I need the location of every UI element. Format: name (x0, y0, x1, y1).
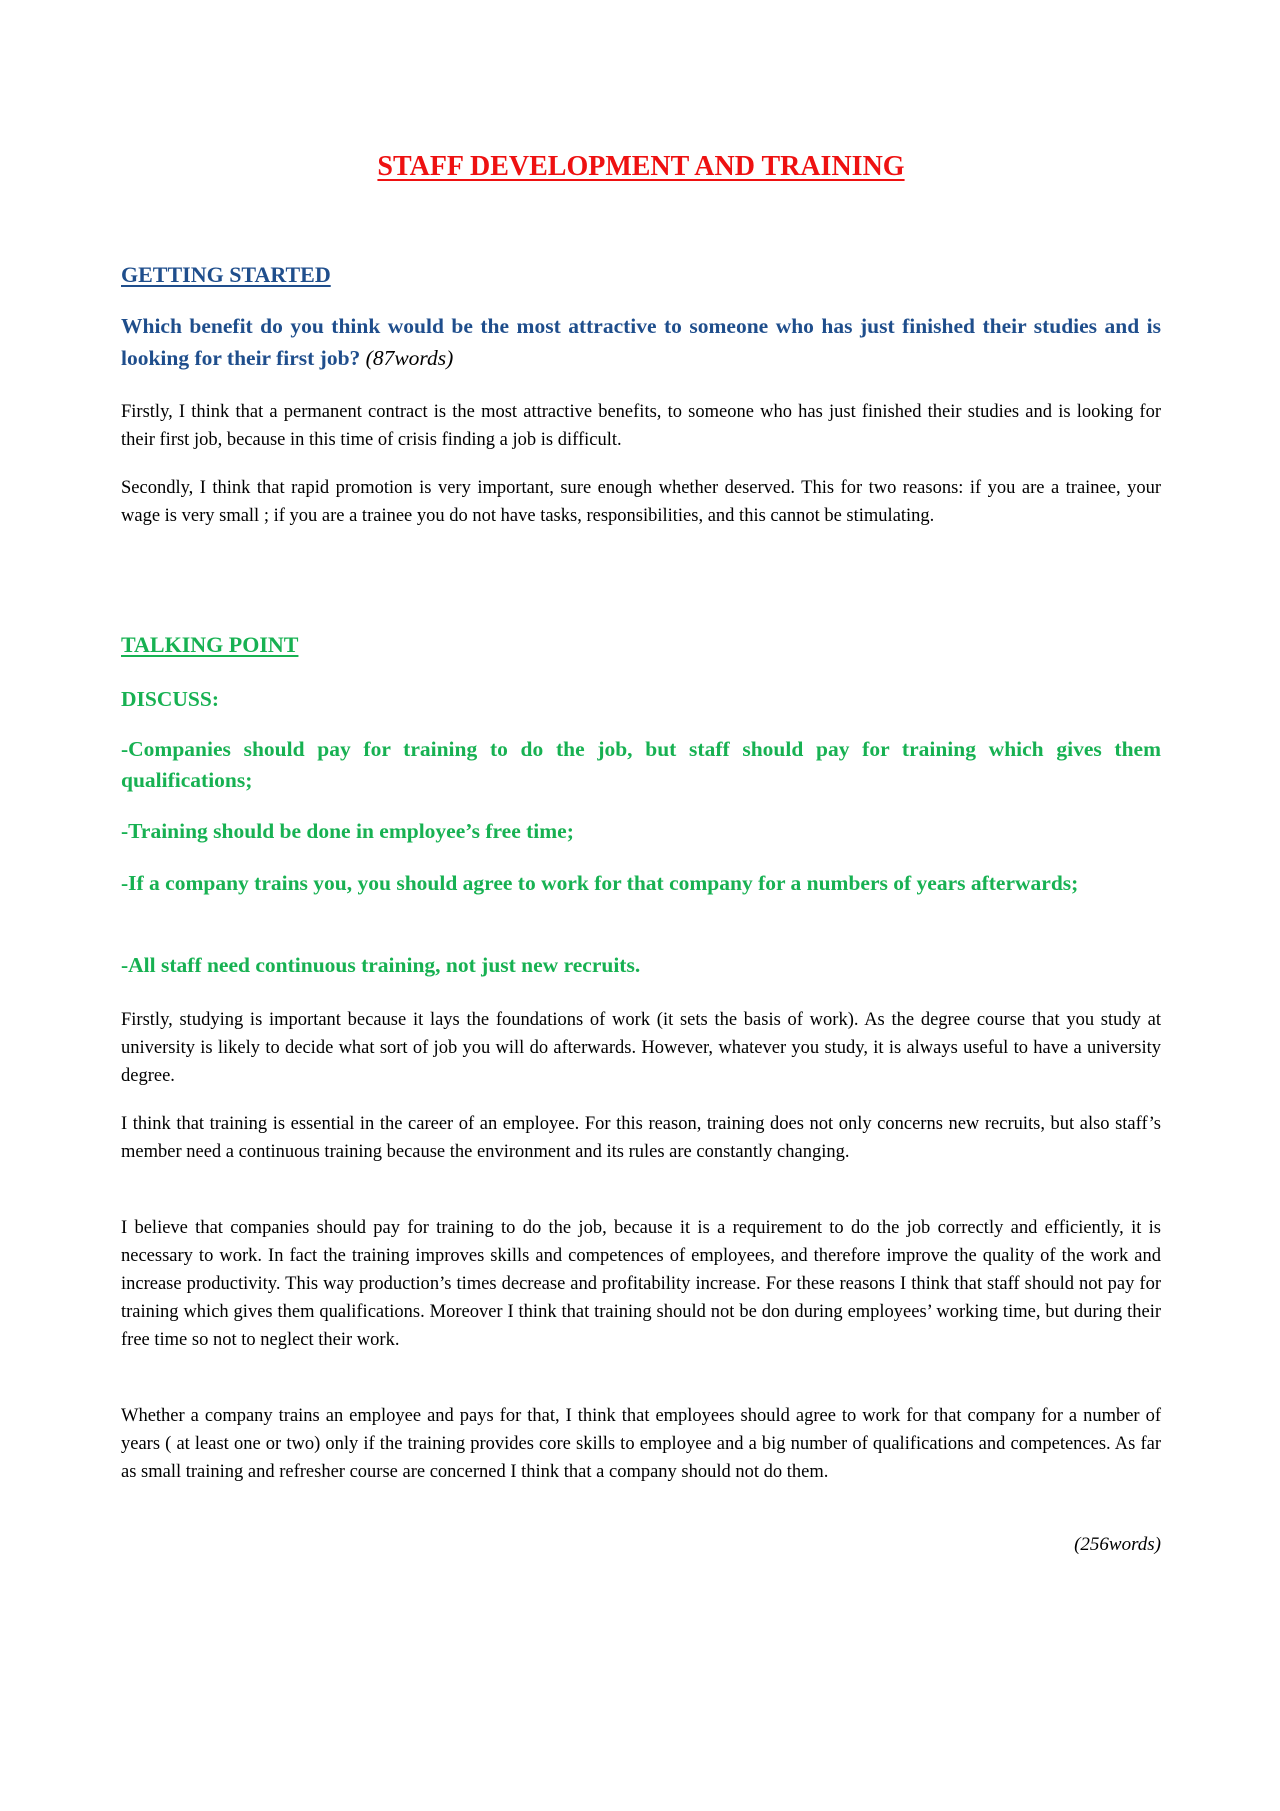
final-word-count: (256words) (1074, 1534, 1161, 1555)
talking-point-paragraph-2: I think that training is essential in the career of an employee. For this reason, training does not only concerns new recruits, but also staff’s member need a continuous training because the environment and its rules are constantly changing. (121, 1114, 1161, 1162)
discussion-statement-4: -All staff need continuous training, not just new recruits. (121, 953, 641, 977)
question-text: Which benefit do you think would be the most attractive to someone who has just finished their studies and is looking for their first job? (121, 314, 1161, 370)
talking-point-paragraph-4: Whether a company trains an employee and pays for that, I think that employees should agree to work for that company for a number of years ( at least one or two) only if the training provides core skills to employee and a big number of qualifications and competences. As far as small training and refresher course are concerned I think that a company should not do them. (121, 1406, 1161, 1482)
getting-started-paragraph-2: Secondly, I think that rapid promotion is very important, sure enough whether deserved. This for two reasons: if you are a trainee, your wage is very small ; if you are a trainee you do not have tasks, responsibilities, and this cannot be stimulating. (121, 478, 1161, 526)
discussion-statement-2: -Training should be done in employee’s free time; (121, 819, 574, 843)
talking-point-paragraph-1: Firstly, studying is important because it lays the foundations of work (it sets the basis of work). As the degree course that you study at university is likely to decide what sort of job you will do afterwards. However, whatever you study, it is always useful to have a university degree. (121, 1010, 1161, 1086)
getting-started-question (121, 310, 1161, 374)
document-title: STAFF DEVELOPMENT AND TRAINING (377, 151, 905, 182)
discussion-statement-1: -Companies should pay for training to do the job, but staff should pay for training which gives them qualifications; (121, 737, 1161, 792)
discuss-label: DISCUSS: (121, 687, 219, 711)
discussion-statement-3: -If a company trains you, you should agree to work for that company for a numbers of years afterwards; (121, 871, 1079, 895)
getting-started-heading: GETTING STARTED (121, 262, 331, 287)
talking-point-paragraph-3: I believe that companies should pay for training to do the job, because it is a requirement to do the job correctly and efficiently, it is necessary to work. In fact the training improves skills and competences of employees, and therefore improve the quality of the work and increase productivity. This way production’s times decrease and profitability increase. For these reasons I think that staff should not pay for training which gives them qualifications. Moreover I think that training should not be don during employees’ working time, but during their free time so not to neglect their work. (121, 1218, 1161, 1350)
question-word-count: (87words) (365, 346, 454, 370)
talking-point-heading: TALKING POINT (121, 632, 299, 657)
getting-started-paragraph-1: Firstly, I think that a permanent contract is the most attractive benefits, to someone who has just finished their studies and is looking for their first job, because in this time of crisis finding a job is difficult. (121, 402, 1161, 450)
